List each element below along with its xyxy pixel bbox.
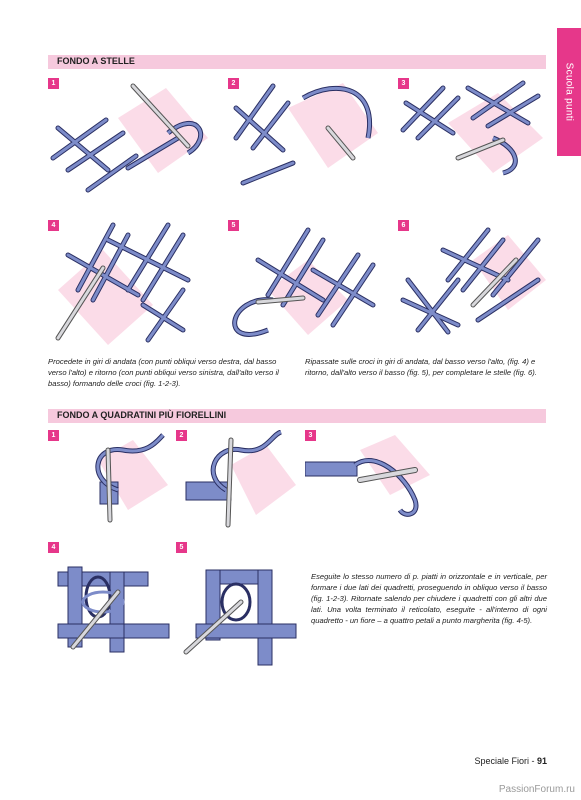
page-number: 91: [536, 756, 547, 766]
figure-stelle-2: [228, 78, 388, 206]
figure-number-badge: 3: [305, 430, 316, 441]
stitch-illustration: [48, 542, 173, 667]
figure-number-badge: 1: [48, 78, 59, 89]
section-header-fondo-a-quadratini: [48, 409, 546, 423]
figure-number-badge: 4: [48, 220, 59, 231]
instruction-text-quadratini: Eseguite lo stesso numero di p. piatti in orizzontale e in verticale, per formare i due lati dei quadretti, proseguendo in obliquo verso il basso (fig. 1-2-3). Ritornate salendo per chiudere i quadretti con gli altri due lati. Una volta terminato il reticolato, eseguite - all'interno di ogni quadretto - un fiore – a quattro petali a punto margherita (fig. 4-5).: [311, 572, 547, 625]
stitch-illustration: [398, 78, 546, 206]
side-tab-label: Scuola punti: [563, 62, 575, 122]
figure-number-badge: 2: [176, 430, 187, 441]
figure-quadratini-1: [48, 430, 168, 535]
figure-stelle-5: [228, 220, 388, 348]
figure-stelle-1: [48, 78, 208, 206]
figure-quadratini-3: [305, 430, 435, 535]
page-footer: [474, 756, 547, 766]
figure-number-badge: 4: [48, 542, 59, 553]
stitch-illustration: [176, 542, 301, 667]
stitch-illustration: [48, 430, 168, 535]
figure-stelle-3: [398, 78, 546, 206]
figure-stelle-6: [398, 220, 546, 348]
stitch-illustration: [305, 430, 435, 535]
stitch-illustration: [176, 430, 296, 535]
instruction-text-left: Procedete in giri di andata (con punti obliqui verso destra, dal basso verso l'alto) e ritorno (con punti obliqui verso sinistra, dall'alto verso il basso) formando delle croci (fig. 1-2-3).: [48, 357, 279, 388]
side-tab: [557, 28, 581, 156]
figure-quadratini-4: [48, 542, 173, 667]
section-title: FONDO A STELLE: [57, 56, 135, 66]
figure-number-badge: 6: [398, 220, 409, 231]
footer-separator: -: [528, 756, 537, 766]
figure-number-badge: 5: [176, 542, 187, 553]
magazine-name: Speciale Fiori: [474, 756, 529, 766]
figure-number-badge: 2: [228, 78, 239, 89]
figure-quadratini-5: [176, 542, 301, 667]
figure-quadratini-2: [176, 430, 296, 535]
watermark: PassionForum.ru: [498, 784, 575, 795]
figure-number-badge: 1: [48, 430, 59, 441]
section-title: FONDO A QUADRATINI PIÙ FIORELLINI: [57, 410, 227, 420]
section-header-fondo-a-stelle: [48, 55, 546, 69]
stitch-illustration: [48, 78, 208, 206]
stitch-illustration: [398, 220, 546, 348]
stitch-illustration: [228, 78, 388, 206]
figure-number-badge: 3: [398, 78, 409, 89]
figure-number-badge: 5: [228, 220, 239, 231]
instruction-text-right: Ripassate sulle croci in giri di andata, dal basso verso l'alto, (fig. 4) e ritorno, dall'alto verso il basso (fig. 5), per completare le stelle (fig. 6).: [305, 357, 537, 377]
figure-stelle-4: [48, 220, 208, 348]
stitch-illustration: [228, 220, 388, 348]
stitch-illustration: [48, 220, 208, 348]
